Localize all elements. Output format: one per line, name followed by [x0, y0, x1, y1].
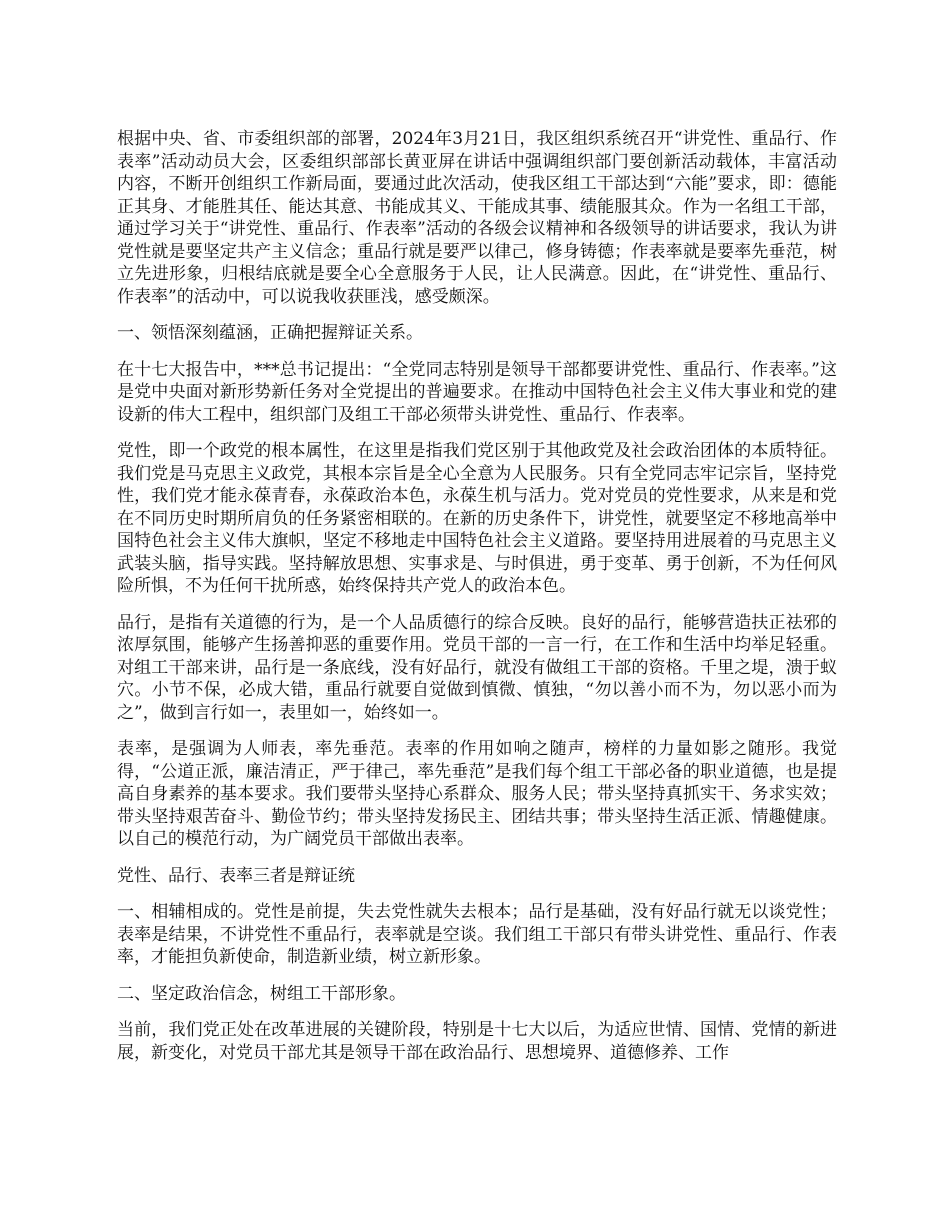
paragraph-report: 在十七大报告中，***总书记提出：“全党同志特别是领导干部都要讲党性、重品行、作表率。”这是党中央面对新形势新任务对全党提出的普遍要求。在推动中国特色社会主义伟大事业和党的建设新的伟大工程中，组织部门及组工干部必须带头讲党性、重品行、作表率。	[117, 359, 837, 425]
paragraph-party-spirit: 党性，即一个政党的根本属性，在这里是指我们党区别于其他政党及社会政治团体的本质特征。我们党是马克思主义政党，其根本宗旨是全心全意为人民服务。只有全党同志牢记宗旨，坚持党性，我们党才能永葆青春，永葆政治本色，永葆生机与活力。党对党员的党性要求，从来是和党在不同历史时期所肩负的任务紧密相联的。在新的历史条件下，讲党性，就要坚定不移地高举中国特色社会主义伟大旗帜，坚定不移地走中国特色社会主义道路。要坚持用进展着的马克思主义武装头脑，指导实践。坚持解放思想、实事求是、与时俱进，勇于变革、勇于创新，不为任何风险所惧，不为任何干扰所惑，始终保持共产党人的政治本色。	[117, 441, 837, 596]
section-heading-1: 一、领悟深刻蕴涵，正确把握辩证关系。	[117, 323, 423, 343]
section-heading-2: 二、坚定政治信念，树组工干部形象。	[117, 983, 406, 1004]
paragraph-intro: 根据中央、省、市委组织部的部署，2024年3月21日，我区组织系统召开“讲党性、重品行、作表率”活动动员大会，区委组织部部长黄亚屏在讲话中强调组织部门要创新活动载体，丰富活动内容，不断开创组织工作新局面，要通过此次活动，使我区组工干部达到“六能”要求，即：德能正其身、才能胜其任、能达其意、书能成其义、干能成其事、绩能服其众。作为一名组工干部，通过学习关于“讲党性、重品行、作表率”活动的各级会议精神和各级领导的讲话要求，我认为讲党性就是要坚定共产主义信念；重品行就是要严以律己，修身铸德；作表率就是要率先垂范，树立先进形象，归根结底就是要全心全意服务于人民，让人民满意。因此，在“讲党性、重品行、作表率”的活动中，可以说我收获匪浅，感受颇深。	[117, 129, 837, 307]
document-body	[117, 128, 837, 1078]
paragraph-current-stage: 当前，我们党正处在改革进展的关键阶段，特别是十七大以后，为适应世情、国情、党情的新进展，新变化，对党员干部尤其是领导干部在政治品行、思想境界、道德修养、工作	[117, 1020, 837, 1063]
paragraph-conduct: 品行，是指有关道德的行为，是一个人品质德行的综合反映。良好的品行，能够营造扶正祛邪的浓厚氛围，能够产生扬善抑恶的重要作用。党员干部的一言一行，在工作和生活中均举足轻重。对组工干部来讲，品行是一条底线，没有好品行，就没有做组工干部的资格。千里之堤，溃于蚁穴。小节不保，必成大错，重品行就要自觉做到慎微、慎独，“勿以善小而不为，勿以恶小而为之”，做到言行如一，表里如一，始终如一。	[117, 612, 837, 723]
paragraph-dialectic: 一、相辅相成的。党性是前提，失去党性就失去根本；品行是基础，没有好品行就无以谈党性；表率是结果，不讲党性不重品行，表率就是空谈。我们组工干部只有带头讲党性、重品行、作表率，才能担负新使命，制造新业绩，树立新形象。	[117, 902, 837, 967]
paragraph-example: 表率，是强调为人师表，率先垂范。表率的作用如响之随声，榜样的力量如影之随形。我觉得，“公道正派，廉洁清正，严于律己，率先垂范”是我们每个组工干部必备的职业道德，也是提高自身素养的基本要求。我们要带头坚持心系群众、服务人民；带头坚持真抓实干、务求实效；带头坚持艰苦奋斗、勤俭节约；带头坚持发扬民主、团结共事；带头坚持生活正派、情趣健康。以自己的模范行动，为广阔党员干部做出表率。	[117, 739, 837, 849]
paragraph-dialectic-heading: 党性、品行、表率三者是辩证统	[117, 865, 355, 886]
